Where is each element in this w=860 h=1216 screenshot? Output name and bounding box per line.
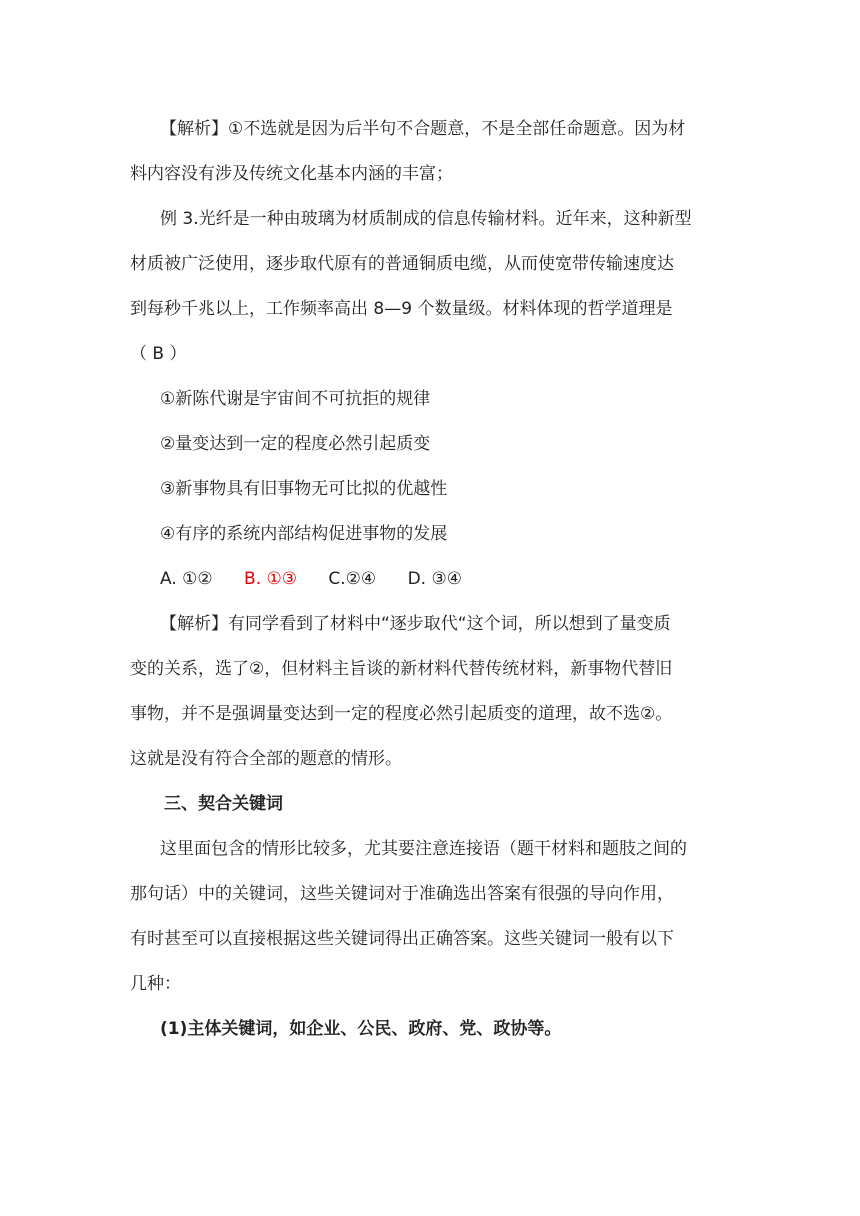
option-b-correct: B. ①③ xyxy=(244,569,297,589)
section-3-line-4: 几种： xyxy=(130,974,181,994)
example-3-line-3: 到每秒千兆以上，工作频率高出 8—9 个数量级。材料体现的哲学道理是 xyxy=(130,299,673,319)
section-3-line-1: 这里面包含的情形比较多，尤其要注意连接语（题干材料和题肢之间的 xyxy=(160,839,687,859)
section-heading: 三、契合关键词 xyxy=(164,794,283,814)
example-3-line-2: 材质被广泛使用，逐步取代原有的普通铜质电缆，从而使宽带传输速度达 xyxy=(130,254,674,274)
analysis-2-line-3: 事物，并不是强调量变达到一定的程度必然引起质变的道理，故不选②。 xyxy=(130,704,673,724)
section-3-line-2: 那句话）中的关键词，这些关键词对于准确选出答案有很强的导向作用， xyxy=(130,884,674,904)
point-1-subject-keywords: (1)主体关键词，如企业、公民、政府、党、政协等。 xyxy=(160,1019,562,1039)
analysis-2-line-4: 这就是没有符合全部的题意的情形。 xyxy=(130,749,402,769)
analysis-1-line-1: 【解析】①不选就是因为后半句不合题意，不是全部任命题意。因为材 xyxy=(160,119,686,139)
option-c: C.②④ xyxy=(328,569,377,589)
option-d: D. ③④ xyxy=(407,569,462,589)
analysis-2-line-1: 【解析】有同学看到了材料中“逐步取代“这个词，所以想到了量变质 xyxy=(160,614,671,634)
example-3-line-1: 例 3.光纤是一种由玻璃为材质制成的信息传输材料。近年来，这种新型 xyxy=(160,209,692,229)
statement-4: ④有序的系统内部结构促进事物的发展 xyxy=(160,524,448,544)
analysis-1-line-2: 料内容没有涉及传统文化基本内涵的丰富； xyxy=(130,164,453,184)
statement-1: ①新陈代谢是宇宙间不可抗拒的规律 xyxy=(160,389,431,409)
section-3-line-3: 有时甚至可以直接根据这些关键词得出正确答案。这些关键词一般有以下 xyxy=(130,929,674,949)
statement-3: ③新事物具有旧事物无可比拟的优越性 xyxy=(160,479,448,499)
analysis-2-line-2: 变的关系，选了②，但材料主旨谈的新材料代替传统材料，新事物代替旧 xyxy=(130,659,673,679)
options-row xyxy=(160,567,488,591)
statement-2: ②量变达到一定的程度必然引起质变 xyxy=(160,434,431,454)
example-3-answer: （ B ） xyxy=(130,344,187,364)
option-a: A. ①② xyxy=(160,569,213,589)
